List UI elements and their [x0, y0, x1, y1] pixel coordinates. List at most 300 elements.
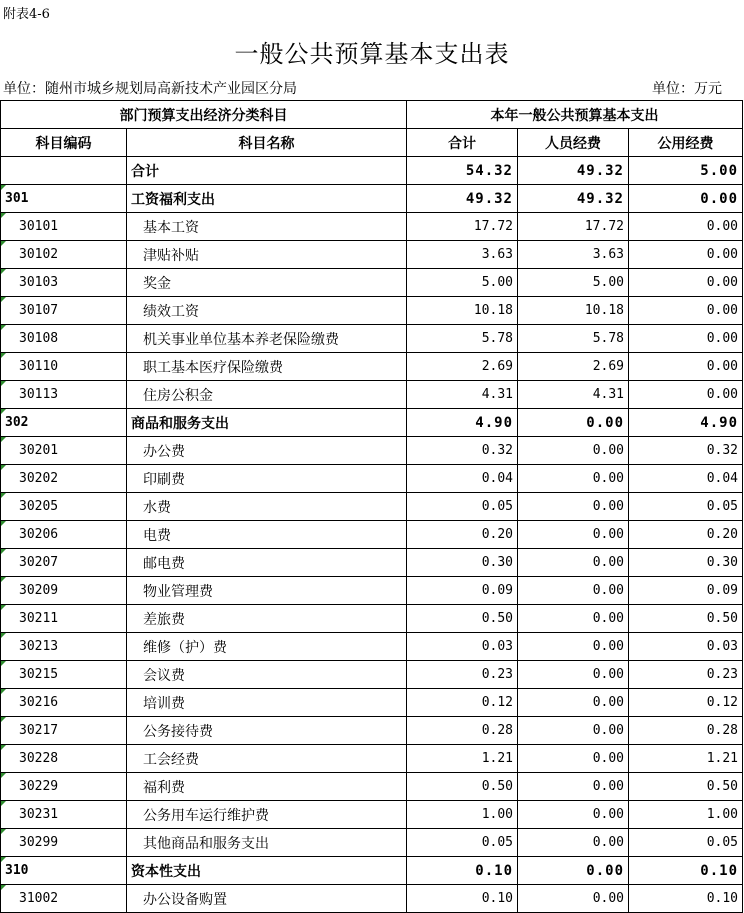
table-row [1, 493, 743, 521]
total-cell-text: 0.28 [481, 723, 513, 738]
personnel-cell [518, 213, 629, 241]
table-body [1, 157, 743, 913]
code-cell [1, 689, 127, 717]
public-cell [629, 549, 743, 577]
table-row [1, 549, 743, 577]
total-cell-text: 0.10 [481, 891, 513, 906]
personnel-cell [518, 325, 629, 353]
total-cell-text: 0.50 [481, 611, 513, 626]
total-cell-text: 0.50 [481, 779, 513, 794]
name-cell-text: 奖金 [143, 275, 171, 292]
public-cell-text: 0.00 [706, 247, 739, 262]
personnel-cell [518, 577, 629, 605]
code-cell-text: 301 [5, 191, 29, 206]
name-cell-text: 公务接待费 [143, 723, 213, 740]
public-cell [629, 297, 743, 325]
code-cell [1, 437, 127, 465]
name-cell-text: 物业管理费 [143, 583, 213, 600]
personnel-cell [518, 801, 629, 829]
name-cell-text: 其他商品和服务支出 [143, 835, 269, 852]
code-cell [1, 745, 127, 773]
personnel-cell [518, 549, 629, 577]
cell-marker-icon [1, 549, 6, 554]
personnel-cell [518, 157, 629, 185]
cell-marker-icon [1, 717, 6, 722]
table-row [1, 829, 743, 857]
total-cell-text: 1.00 [481, 807, 513, 822]
personnel-cell [518, 521, 629, 549]
total-cell-text: 54.32 [465, 162, 513, 179]
total-cell [407, 465, 518, 493]
cell-marker-icon [1, 689, 6, 694]
table-row [1, 717, 743, 745]
public-cell [629, 801, 743, 829]
public-cell [629, 269, 743, 297]
personnel-cell-text: 0.00 [592, 611, 624, 626]
table-row [1, 605, 743, 633]
total-cell-text: 4.31 [481, 387, 513, 402]
name-cell [127, 437, 407, 465]
total-cell-text: 0.10 [475, 862, 513, 879]
header-personnel: 人员经费 [518, 129, 629, 157]
name-cell-text: 维修（护）费 [143, 639, 227, 656]
cell-marker-icon [1, 465, 6, 470]
public-cell-text: 0.00 [706, 275, 739, 290]
name-cell [127, 241, 407, 269]
code-cell-text: 30101 [19, 219, 59, 234]
personnel-cell-text: 0.00 [586, 862, 624, 879]
header-group-right: 本年一般公共预算基本支出 [407, 101, 743, 129]
header-group-row [1, 101, 743, 129]
total-cell-text: 0.23 [481, 667, 513, 682]
public-cell-text: 0.00 [706, 331, 739, 346]
total-cell [407, 269, 518, 297]
public-cell-text: 0.05 [706, 835, 739, 850]
table-row [1, 801, 743, 829]
code-cell-text: 30229 [19, 779, 59, 794]
code-cell-text: 31002 [19, 891, 59, 906]
total-cell [407, 829, 518, 857]
name-cell [127, 801, 407, 829]
public-cell [629, 381, 743, 409]
code-cell [1, 717, 127, 745]
header-code: 科目编码 [1, 129, 127, 157]
name-cell-text: 公务用车运行维护费 [143, 807, 269, 824]
public-cell [629, 409, 743, 437]
personnel-cell-text: 0.00 [592, 527, 624, 542]
total-cell [407, 409, 518, 437]
table-row [1, 465, 743, 493]
code-cell [1, 885, 127, 913]
total-cell [407, 689, 518, 717]
code-cell-text: 30108 [19, 331, 59, 346]
code-cell-text: 30202 [19, 471, 59, 486]
cell-marker-icon [1, 605, 6, 610]
personnel-cell [518, 689, 629, 717]
name-cell [127, 409, 407, 437]
total-cell [407, 745, 518, 773]
code-cell [1, 157, 127, 185]
public-cell-text: 1.00 [706, 807, 739, 822]
cell-marker-icon [1, 437, 6, 442]
total-cell [407, 605, 518, 633]
table-row [1, 577, 743, 605]
public-cell [629, 185, 743, 213]
total-cell [407, 717, 518, 745]
total-cell-text: 0.04 [481, 471, 513, 486]
name-cell-text: 邮电费 [143, 555, 185, 572]
code-cell-text: 30205 [19, 499, 59, 514]
name-cell [127, 717, 407, 745]
total-cell-text: 49.32 [465, 190, 513, 207]
public-cell-text: 5.00 [700, 162, 739, 179]
total-cell-text: 1.21 [481, 751, 513, 766]
code-cell-text: 30110 [19, 359, 59, 374]
table-row [1, 381, 743, 409]
budget-table [0, 100, 743, 913]
public-cell-text: 0.28 [706, 723, 739, 738]
total-cell [407, 297, 518, 325]
public-cell-text: 0.50 [706, 611, 739, 626]
public-cell-text: 0.09 [706, 583, 739, 598]
table-row [1, 325, 743, 353]
public-cell [629, 605, 743, 633]
public-cell-text: 0.30 [706, 555, 739, 570]
table-row [1, 745, 743, 773]
unit-currency: 单位：万元 [652, 81, 722, 97]
personnel-cell [518, 465, 629, 493]
cell-marker-icon [1, 185, 6, 190]
total-cell-text: 5.78 [481, 331, 513, 346]
total-cell-text: 3.63 [481, 247, 513, 262]
total-cell-text: 0.12 [481, 695, 513, 710]
code-cell-text: 30211 [19, 611, 59, 626]
code-cell-text: 30228 [19, 751, 59, 766]
header-column-row [1, 129, 743, 157]
code-cell-text: 310 [5, 863, 29, 878]
total-cell [407, 325, 518, 353]
table-row [1, 269, 743, 297]
code-cell [1, 185, 127, 213]
code-cell-text: 30213 [19, 639, 59, 654]
code-cell [1, 801, 127, 829]
personnel-cell [518, 829, 629, 857]
public-cell [629, 717, 743, 745]
code-cell [1, 213, 127, 241]
public-cell-text: 0.12 [706, 695, 739, 710]
name-cell-text: 职工基本医疗保险缴费 [143, 359, 283, 376]
personnel-cell [518, 297, 629, 325]
personnel-cell-text: 0.00 [592, 835, 624, 850]
table-row [1, 773, 743, 801]
total-cell-text: 0.05 [481, 499, 513, 514]
personnel-cell-text: 0.00 [586, 414, 624, 431]
public-cell-text: 0.20 [706, 527, 739, 542]
personnel-cell-text: 0.00 [592, 779, 624, 794]
cell-marker-icon [1, 633, 6, 638]
table-row [1, 661, 743, 689]
code-cell-text: 30102 [19, 247, 59, 262]
header-group-left: 部门预算支出经济分类科目 [1, 101, 407, 129]
name-cell-text: 津贴补贴 [143, 247, 199, 264]
personnel-cell [518, 661, 629, 689]
name-cell [127, 493, 407, 521]
name-cell [127, 577, 407, 605]
cell-marker-icon [1, 409, 6, 414]
public-cell-text: 0.00 [706, 387, 739, 402]
name-cell [127, 661, 407, 689]
total-cell-text: 2.69 [481, 359, 513, 374]
personnel-cell-text: 0.00 [592, 555, 624, 570]
name-cell-text: 工资福利支出 [131, 191, 215, 208]
personnel-cell-text: 0.00 [592, 499, 624, 514]
personnel-cell-text: 0.00 [592, 807, 624, 822]
personnel-cell-text: 5.00 [592, 275, 624, 290]
code-cell-text: 30217 [19, 723, 59, 738]
name-cell [127, 213, 407, 241]
public-cell-text: 0.00 [706, 303, 739, 318]
name-cell-text: 差旅费 [143, 611, 185, 628]
cell-marker-icon [1, 241, 6, 246]
total-cell-text: 0.05 [481, 835, 513, 850]
code-cell [1, 773, 127, 801]
public-cell-text: 0.05 [706, 499, 739, 514]
name-cell-text: 商品和服务支出 [131, 415, 229, 432]
annex-label: 附表4-6 [3, 7, 50, 22]
public-cell [629, 857, 743, 885]
name-cell [127, 269, 407, 297]
public-cell [629, 773, 743, 801]
cell-marker-icon [1, 325, 6, 330]
personnel-cell-text: 4.31 [592, 387, 624, 402]
total-cell-text: 0.20 [481, 527, 513, 542]
header-public: 公用经费 [629, 129, 743, 157]
code-cell [1, 521, 127, 549]
personnel-cell-text: 0.00 [592, 723, 624, 738]
public-cell-text: 0.50 [706, 779, 739, 794]
public-cell [629, 633, 743, 661]
personnel-cell [518, 717, 629, 745]
total-cell [407, 773, 518, 801]
personnel-cell-text: 0.00 [592, 471, 624, 486]
name-cell [127, 857, 407, 885]
name-cell-text: 住房公积金 [143, 387, 213, 404]
code-cell [1, 549, 127, 577]
total-cell [407, 185, 518, 213]
public-cell [629, 325, 743, 353]
name-cell-text: 工会经费 [143, 751, 199, 768]
personnel-cell [518, 493, 629, 521]
table-row [1, 241, 743, 269]
code-cell [1, 661, 127, 689]
public-cell [629, 577, 743, 605]
code-cell-text: 30206 [19, 527, 59, 542]
code-cell [1, 829, 127, 857]
name-cell [127, 185, 407, 213]
name-cell-text: 办公费 [143, 443, 185, 460]
public-cell-text: 0.00 [706, 219, 739, 234]
name-cell-text: 电费 [143, 527, 171, 544]
name-cell [127, 773, 407, 801]
personnel-cell-text: 5.78 [592, 331, 624, 346]
code-cell [1, 381, 127, 409]
personnel-cell-text: 0.00 [592, 443, 624, 458]
public-cell [629, 885, 743, 913]
total-cell [407, 241, 518, 269]
code-cell-text: 30113 [19, 387, 59, 402]
code-cell [1, 409, 127, 437]
personnel-cell [518, 437, 629, 465]
cell-marker-icon [1, 661, 6, 666]
code-cell [1, 241, 127, 269]
name-cell-text: 培训费 [143, 695, 185, 712]
table-row [1, 297, 743, 325]
total-cell-text: 0.03 [481, 639, 513, 654]
personnel-cell [518, 241, 629, 269]
public-cell-text: 0.23 [706, 667, 739, 682]
public-cell [629, 437, 743, 465]
public-cell-text: 0.00 [700, 190, 739, 207]
name-cell [127, 689, 407, 717]
total-cell-text: 4.90 [475, 414, 513, 431]
name-cell [127, 353, 407, 381]
code-cell-text: 302 [5, 415, 29, 430]
personnel-cell-text: 2.69 [592, 359, 624, 374]
code-cell [1, 325, 127, 353]
code-cell-text: 30215 [19, 667, 59, 682]
total-cell [407, 521, 518, 549]
name-cell-text: 合计 [131, 163, 159, 180]
total-cell [407, 801, 518, 829]
personnel-cell-text: 10.18 [584, 303, 624, 318]
public-cell [629, 689, 743, 717]
unit-row [0, 78, 744, 98]
cell-marker-icon [1, 297, 6, 302]
personnel-cell-text: 3.63 [592, 247, 624, 262]
total-cell-text: 5.00 [481, 275, 513, 290]
total-cell [407, 381, 518, 409]
code-cell-text: 30231 [19, 807, 59, 822]
header-name: 科目名称 [127, 129, 407, 157]
cell-marker-icon [1, 885, 6, 890]
table-row [1, 885, 743, 913]
code-cell [1, 269, 127, 297]
table-row [1, 185, 743, 213]
cell-marker-icon [1, 269, 6, 274]
code-cell-text: 30107 [19, 303, 59, 318]
public-cell [629, 465, 743, 493]
table-row [1, 409, 743, 437]
personnel-cell [518, 185, 629, 213]
name-cell [127, 297, 407, 325]
cell-marker-icon [1, 829, 6, 834]
total-cell-text: 0.32 [481, 443, 513, 458]
personnel-cell-text: 17.72 [584, 219, 624, 234]
table-row [1, 353, 743, 381]
total-cell [407, 353, 518, 381]
code-cell-text: 30207 [19, 555, 59, 570]
code-cell [1, 577, 127, 605]
public-cell [629, 745, 743, 773]
personnel-cell-text: 49.32 [576, 162, 624, 179]
name-cell [127, 605, 407, 633]
code-cell-text: 30201 [19, 443, 59, 458]
name-cell [127, 829, 407, 857]
code-cell-text: 30216 [19, 695, 59, 710]
name-cell-text: 机关事业单位基本养老保险缴费 [143, 331, 339, 348]
name-cell-text: 福利费 [143, 779, 185, 796]
name-cell-text: 印刷费 [143, 471, 185, 488]
cell-marker-icon [1, 353, 6, 358]
code-cell [1, 353, 127, 381]
personnel-cell-text: 0.00 [592, 583, 624, 598]
personnel-cell [518, 353, 629, 381]
name-cell [127, 325, 407, 353]
cell-marker-icon [1, 577, 6, 582]
code-cell [1, 605, 127, 633]
code-cell-text: 30299 [19, 835, 59, 850]
name-cell [127, 549, 407, 577]
total-cell-text: 10.18 [473, 303, 513, 318]
name-cell-text: 水费 [143, 499, 171, 516]
personnel-cell [518, 269, 629, 297]
personnel-cell-text: 0.00 [592, 891, 624, 906]
total-cell [407, 213, 518, 241]
code-cell [1, 857, 127, 885]
total-cell [407, 493, 518, 521]
public-cell [629, 213, 743, 241]
cell-marker-icon [1, 801, 6, 806]
public-cell [629, 241, 743, 269]
code-cell [1, 633, 127, 661]
table-row [1, 437, 743, 465]
table-row [1, 857, 743, 885]
total-cell-text: 0.30 [481, 555, 513, 570]
name-cell [127, 521, 407, 549]
table-row [1, 213, 743, 241]
name-cell-text: 资本性支出 [131, 863, 201, 880]
code-cell-text: 30103 [19, 275, 59, 290]
total-cell [407, 549, 518, 577]
cell-marker-icon [1, 493, 6, 498]
personnel-cell [518, 773, 629, 801]
personnel-cell-text: 0.00 [592, 751, 624, 766]
code-cell [1, 297, 127, 325]
public-cell-text: 0.10 [706, 891, 739, 906]
total-cell [407, 157, 518, 185]
name-cell [127, 381, 407, 409]
cell-marker-icon [1, 521, 6, 526]
total-cell [407, 857, 518, 885]
cell-marker-icon [1, 773, 6, 778]
table-row [1, 521, 743, 549]
public-cell [629, 661, 743, 689]
total-cell-text: 0.09 [481, 583, 513, 598]
personnel-cell [518, 745, 629, 773]
total-cell [407, 633, 518, 661]
total-cell-text: 17.72 [473, 219, 513, 234]
code-cell [1, 465, 127, 493]
name-cell-text: 基本工资 [143, 219, 199, 236]
cell-marker-icon [1, 381, 6, 386]
public-cell [629, 829, 743, 857]
personnel-cell [518, 633, 629, 661]
unit-department: 单位：随州市城乡规划局高新技术产业园区分局 [3, 81, 297, 97]
name-cell [127, 157, 407, 185]
public-cell [629, 157, 743, 185]
personnel-cell [518, 885, 629, 913]
public-cell [629, 353, 743, 381]
